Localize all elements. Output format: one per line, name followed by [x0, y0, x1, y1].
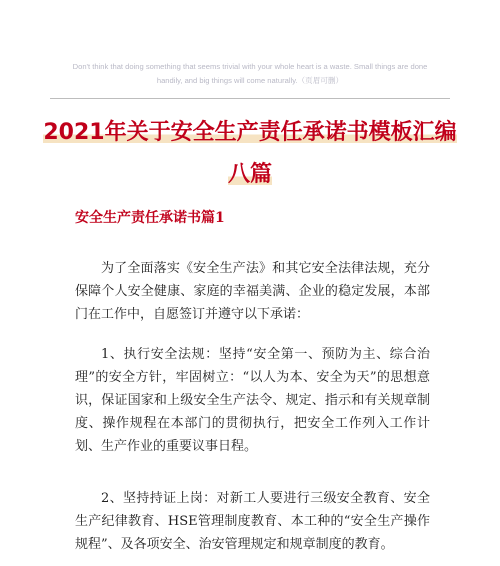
- document-title-text: 2021年关于安全生产责任承诺书模板汇编八篇: [43, 120, 457, 187]
- paragraph-item-2: 2、坚持持证上岗：对新工人要进行三级安全教育、安全生产纪律教育、HSE管理制度教育、本工种的“安全生产操作规程”、及各项安全、治安管理规定和规章制度的教育。: [75, 491, 430, 552]
- section-heading: 安全生产责任承诺书篇1: [75, 210, 225, 226]
- header-note: Don't think that doing something that seems trivial with your whole heart is a waste. Small things are done handily, and big things will come naturally.（页眉可删）: [72, 62, 428, 85]
- header-divider: [50, 98, 450, 99]
- document-title: [40, 112, 460, 196]
- paragraph-intro: 为了全面落实《安全生产法》和其它安全法律法规，充分保障个人安全健康、家庭的幸福美满、企业的稳定发展，本部门在工作中，自愿签订并遵守以下承诺：: [75, 261, 430, 322]
- paragraph-item-1: 1、执行安全法规：坚持“安全第一、预防为主、综合治理”的安全方针，牢固树立：“以人为本、安全为天”的思想意识，保证国家和上级安全生产法令、规定、指示和有关规章制度、操作规程在本部门的贯彻执行，把安全工作列入工作计划、生产作业的重要议事日程。: [75, 347, 430, 454]
